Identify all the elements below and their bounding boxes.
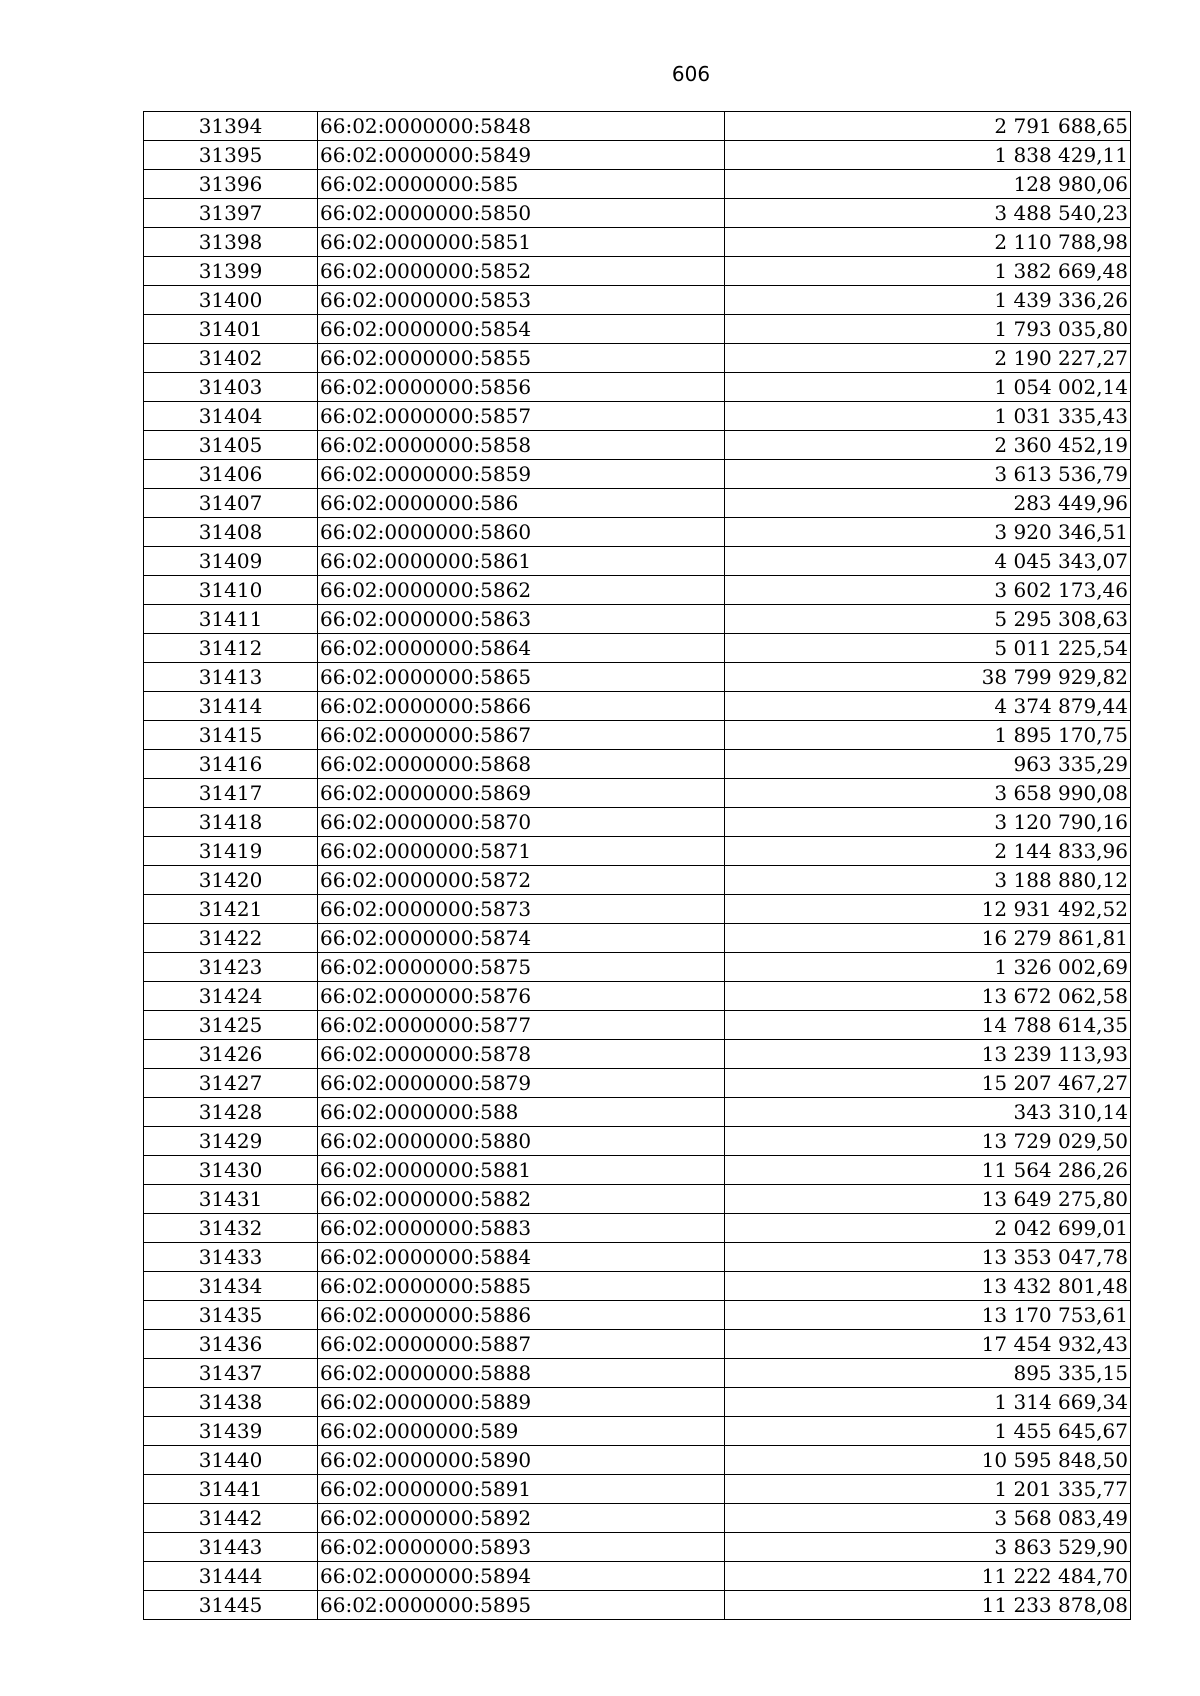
cadastral-number-cell: 66:02:0000000:5852 (318, 257, 725, 286)
row-number-cell: 31442 (144, 1504, 318, 1533)
table-row (144, 1098, 1131, 1127)
cadastral-number-cell: 66:02:0000000:5889 (318, 1388, 725, 1417)
cadastral-number-cell: 66:02:0000000:5870 (318, 808, 725, 837)
table-row (144, 1272, 1131, 1301)
cadastral-value-cell: 13 649 275,80 (725, 1185, 1131, 1214)
table-row (144, 1127, 1131, 1156)
cadastral-number-cell: 66:02:0000000:5888 (318, 1359, 725, 1388)
cadastral-value-cell: 3 120 790,16 (725, 808, 1131, 837)
row-number-cell: 31408 (144, 518, 318, 547)
cadastral-number-cell: 66:02:0000000:5893 (318, 1533, 725, 1562)
cadastral-value-cell: 283 449,96 (725, 489, 1131, 518)
cadastral-value-cell: 12 931 492,52 (725, 895, 1131, 924)
table-row (144, 1301, 1131, 1330)
cadastral-value-cell: 3 488 540,23 (725, 199, 1131, 228)
cadastral-value-cell: 895 335,15 (725, 1359, 1131, 1388)
cadastral-number-cell: 66:02:0000000:5849 (318, 141, 725, 170)
table-row (144, 547, 1131, 576)
table-body (144, 112, 1131, 1620)
table-row (144, 1069, 1131, 1098)
table-row (144, 1591, 1131, 1620)
row-number-cell: 31434 (144, 1272, 318, 1301)
cadastral-value-cell: 11 222 484,70 (725, 1562, 1131, 1591)
cadastral-number-cell: 66:02:0000000:5880 (318, 1127, 725, 1156)
table-row (144, 431, 1131, 460)
cadastral-value-cell: 16 279 861,81 (725, 924, 1131, 953)
cadastral-value-cell: 2 190 227,27 (725, 344, 1131, 373)
table-row (144, 924, 1131, 953)
row-number-cell: 31444 (144, 1562, 318, 1591)
row-number-cell: 31406 (144, 460, 318, 489)
row-number-cell: 31438 (144, 1388, 318, 1417)
table-row (144, 895, 1131, 924)
table-row (144, 750, 1131, 779)
cadastral-value-cell: 2 110 788,98 (725, 228, 1131, 257)
row-number-cell: 31404 (144, 402, 318, 431)
cadastral-value-cell: 10 595 848,50 (725, 1446, 1131, 1475)
table-row (144, 692, 1131, 721)
cadastral-number-cell: 66:02:0000000:5876 (318, 982, 725, 1011)
row-number-cell: 31400 (144, 286, 318, 315)
table-row (144, 402, 1131, 431)
cadastral-number-cell: 66:02:0000000:5859 (318, 460, 725, 489)
row-number-cell: 31394 (144, 112, 318, 141)
row-number-cell: 31420 (144, 866, 318, 895)
cadastral-value-cell: 1 314 669,34 (725, 1388, 1131, 1417)
cadastral-number-cell: 66:02:0000000:5892 (318, 1504, 725, 1533)
row-number-cell: 31411 (144, 605, 318, 634)
cadastral-value-cell: 11 233 878,08 (725, 1591, 1131, 1620)
cadastral-value-cell: 15 207 467,27 (725, 1069, 1131, 1098)
row-number-cell: 31427 (144, 1069, 318, 1098)
cadastral-number-cell: 66:02:0000000:5874 (318, 924, 725, 953)
row-number-cell: 31399 (144, 257, 318, 286)
cadastral-value-cell: 38 799 929,82 (725, 663, 1131, 692)
cadastral-value-cell: 4 045 343,07 (725, 547, 1131, 576)
table-row (144, 1214, 1131, 1243)
row-number-cell: 31415 (144, 721, 318, 750)
cadastral-value-cell: 1 326 002,69 (725, 953, 1131, 982)
table-row (144, 1156, 1131, 1185)
row-number-cell: 31441 (144, 1475, 318, 1504)
row-number-cell: 31410 (144, 576, 318, 605)
row-number-cell: 31407 (144, 489, 318, 518)
cadastral-number-cell: 66:02:0000000:5867 (318, 721, 725, 750)
row-number-cell: 31426 (144, 1040, 318, 1069)
cadastral-value-cell: 1 838 429,11 (725, 141, 1131, 170)
cadastral-number-cell: 66:02:0000000:585 (318, 170, 725, 199)
table-row (144, 1388, 1131, 1417)
cadastral-value-cell: 3 658 990,08 (725, 779, 1131, 808)
table-row (144, 170, 1131, 199)
row-number-cell: 31437 (144, 1359, 318, 1388)
row-number-cell: 31413 (144, 663, 318, 692)
cadastral-number-cell: 66:02:0000000:5883 (318, 1214, 725, 1243)
table-row (144, 1243, 1131, 1272)
table-row (144, 112, 1131, 141)
row-number-cell: 31432 (144, 1214, 318, 1243)
cadastral-number-cell: 66:02:0000000:5860 (318, 518, 725, 547)
row-number-cell: 31422 (144, 924, 318, 953)
cadastral-number-cell: 66:02:0000000:5890 (318, 1446, 725, 1475)
cadastral-value-cell: 2 042 699,01 (725, 1214, 1131, 1243)
page-number: 606 (671, 62, 711, 86)
cadastral-number-cell: 66:02:0000000:5871 (318, 837, 725, 866)
cadastral-value-cell: 2 791 688,65 (725, 112, 1131, 141)
cadastral-number-cell: 66:02:0000000:5878 (318, 1040, 725, 1069)
cadastral-value-cell: 1 439 336,26 (725, 286, 1131, 315)
row-number-cell: 31421 (144, 895, 318, 924)
cadastral-number-cell: 66:02:0000000:5879 (318, 1069, 725, 1098)
cadastral-number-cell: 66:02:0000000:5851 (318, 228, 725, 257)
row-number-cell: 31429 (144, 1127, 318, 1156)
cadastral-number-cell: 66:02:0000000:5864 (318, 634, 725, 663)
cadastral-value-cell: 14 788 614,35 (725, 1011, 1131, 1040)
cadastral-table-container (143, 111, 1131, 1620)
cadastral-number-cell: 66:02:0000000:5848 (318, 112, 725, 141)
table-row (144, 779, 1131, 808)
row-number-cell: 31416 (144, 750, 318, 779)
cadastral-number-cell: 66:02:0000000:589 (318, 1417, 725, 1446)
cadastral-value-cell: 2 360 452,19 (725, 431, 1131, 460)
cadastral-number-cell: 66:02:0000000:5861 (318, 547, 725, 576)
cadastral-value-cell: 3 568 083,49 (725, 1504, 1131, 1533)
cadastral-number-cell: 66:02:0000000:5881 (318, 1156, 725, 1185)
cadastral-number-cell: 66:02:0000000:5866 (318, 692, 725, 721)
table-row (144, 1562, 1131, 1591)
row-number-cell: 31403 (144, 373, 318, 402)
table-row (144, 721, 1131, 750)
cadastral-value-cell: 3 602 173,46 (725, 576, 1131, 605)
table-row (144, 1446, 1131, 1475)
table-row (144, 837, 1131, 866)
cadastral-number-cell: 66:02:0000000:5873 (318, 895, 725, 924)
cadastral-number-cell: 66:02:0000000:5855 (318, 344, 725, 373)
table-row (144, 1011, 1131, 1040)
table-row (144, 1040, 1131, 1069)
row-number-cell: 31397 (144, 199, 318, 228)
row-number-cell: 31412 (144, 634, 318, 663)
table-row (144, 576, 1131, 605)
table-row (144, 605, 1131, 634)
cadastral-value-cell: 13 239 113,93 (725, 1040, 1131, 1069)
row-number-cell: 31445 (144, 1591, 318, 1620)
cadastral-value-cell: 2 144 833,96 (725, 837, 1131, 866)
row-number-cell: 31433 (144, 1243, 318, 1272)
table-row (144, 1417, 1131, 1446)
row-number-cell: 31405 (144, 431, 318, 460)
row-number-cell: 31439 (144, 1417, 318, 1446)
row-number-cell: 31440 (144, 1446, 318, 1475)
row-number-cell: 31398 (144, 228, 318, 257)
table-row (144, 1359, 1131, 1388)
table-row (144, 1533, 1131, 1562)
table-row (144, 141, 1131, 170)
table-row (144, 228, 1131, 257)
cadastral-number-cell: 66:02:0000000:588 (318, 1098, 725, 1127)
cadastral-value-cell: 963 335,29 (725, 750, 1131, 779)
table-row (144, 1185, 1131, 1214)
table-row (144, 1475, 1131, 1504)
cadastral-number-cell: 66:02:0000000:5853 (318, 286, 725, 315)
cadastral-value-cell: 3 863 529,90 (725, 1533, 1131, 1562)
cadastral-number-cell: 66:02:0000000:586 (318, 489, 725, 518)
cadastral-value-cell: 17 454 932,43 (725, 1330, 1131, 1359)
cadastral-value-cell: 13 170 753,61 (725, 1301, 1131, 1330)
table-row (144, 315, 1131, 344)
row-number-cell: 31395 (144, 141, 318, 170)
cadastral-value-cell: 1 793 035,80 (725, 315, 1131, 344)
cadastral-value-cell: 128 980,06 (725, 170, 1131, 199)
table-row (144, 518, 1131, 547)
row-number-cell: 31396 (144, 170, 318, 199)
row-number-cell: 31431 (144, 1185, 318, 1214)
table-row (144, 199, 1131, 228)
table-row (144, 1504, 1131, 1533)
table-row (144, 460, 1131, 489)
cadastral-number-cell: 66:02:0000000:5869 (318, 779, 725, 808)
cadastral-number-cell: 66:02:0000000:5850 (318, 199, 725, 228)
cadastral-value-cell: 3 920 346,51 (725, 518, 1131, 547)
cadastral-number-cell: 66:02:0000000:5895 (318, 1591, 725, 1620)
cadastral-number-cell: 66:02:0000000:5858 (318, 431, 725, 460)
row-number-cell: 31443 (144, 1533, 318, 1562)
row-number-cell: 31401 (144, 315, 318, 344)
cadastral-value-cell: 343 310,14 (725, 1098, 1131, 1127)
table-row (144, 808, 1131, 837)
table-row (144, 953, 1131, 982)
cadastral-number-cell: 66:02:0000000:5886 (318, 1301, 725, 1330)
row-number-cell: 31402 (144, 344, 318, 373)
table-row (144, 257, 1131, 286)
row-number-cell: 31423 (144, 953, 318, 982)
table-row (144, 634, 1131, 663)
cadastral-value-cell: 1 031 335,43 (725, 402, 1131, 431)
row-number-cell: 31430 (144, 1156, 318, 1185)
cadastral-value-cell: 1 054 002,14 (725, 373, 1131, 402)
cadastral-value-cell: 1 455 645,67 (725, 1417, 1131, 1446)
cadastral-number-cell: 66:02:0000000:5891 (318, 1475, 725, 1504)
cadastral-number-cell: 66:02:0000000:5877 (318, 1011, 725, 1040)
cadastral-number-cell: 66:02:0000000:5854 (318, 315, 725, 344)
cadastral-value-cell: 4 374 879,44 (725, 692, 1131, 721)
table-row (144, 286, 1131, 315)
row-number-cell: 31428 (144, 1098, 318, 1127)
table-row (144, 982, 1131, 1011)
table-row (144, 373, 1131, 402)
cadastral-number-cell: 66:02:0000000:5865 (318, 663, 725, 692)
cadastral-value-cell: 5 011 225,54 (725, 634, 1131, 663)
row-number-cell: 31414 (144, 692, 318, 721)
cadastral-number-cell: 66:02:0000000:5875 (318, 953, 725, 982)
cadastral-value-cell: 13 353 047,78 (725, 1243, 1131, 1272)
row-number-cell: 31435 (144, 1301, 318, 1330)
cadastral-value-table (143, 111, 1131, 1620)
cadastral-value-cell: 1 382 669,48 (725, 257, 1131, 286)
cadastral-number-cell: 66:02:0000000:5868 (318, 750, 725, 779)
table-row (144, 344, 1131, 373)
table-row (144, 489, 1131, 518)
table-row (144, 1330, 1131, 1359)
cadastral-number-cell: 66:02:0000000:5863 (318, 605, 725, 634)
row-number-cell: 31417 (144, 779, 318, 808)
row-number-cell: 31436 (144, 1330, 318, 1359)
cadastral-value-cell: 5 295 308,63 (725, 605, 1131, 634)
cadastral-value-cell: 1 201 335,77 (725, 1475, 1131, 1504)
cadastral-value-cell: 11 564 286,26 (725, 1156, 1131, 1185)
cadastral-number-cell: 66:02:0000000:5857 (318, 402, 725, 431)
row-number-cell: 31419 (144, 837, 318, 866)
cadastral-value-cell: 13 432 801,48 (725, 1272, 1131, 1301)
cadastral-value-cell: 13 672 062,58 (725, 982, 1131, 1011)
row-number-cell: 31425 (144, 1011, 318, 1040)
cadastral-number-cell: 66:02:0000000:5885 (318, 1272, 725, 1301)
cadastral-number-cell: 66:02:0000000:5872 (318, 866, 725, 895)
cadastral-number-cell: 66:02:0000000:5894 (318, 1562, 725, 1591)
cadastral-number-cell: 66:02:0000000:5887 (318, 1330, 725, 1359)
row-number-cell: 31424 (144, 982, 318, 1011)
cadastral-value-cell: 3 188 880,12 (725, 866, 1131, 895)
cadastral-value-cell: 3 613 536,79 (725, 460, 1131, 489)
cadastral-number-cell: 66:02:0000000:5856 (318, 373, 725, 402)
table-row (144, 866, 1131, 895)
cadastral-value-cell: 1 895 170,75 (725, 721, 1131, 750)
cadastral-number-cell: 66:02:0000000:5884 (318, 1243, 725, 1272)
row-number-cell: 31418 (144, 808, 318, 837)
cadastral-number-cell: 66:02:0000000:5882 (318, 1185, 725, 1214)
cadastral-number-cell: 66:02:0000000:5862 (318, 576, 725, 605)
cadastral-value-cell: 13 729 029,50 (725, 1127, 1131, 1156)
row-number-cell: 31409 (144, 547, 318, 576)
table-row (144, 663, 1131, 692)
